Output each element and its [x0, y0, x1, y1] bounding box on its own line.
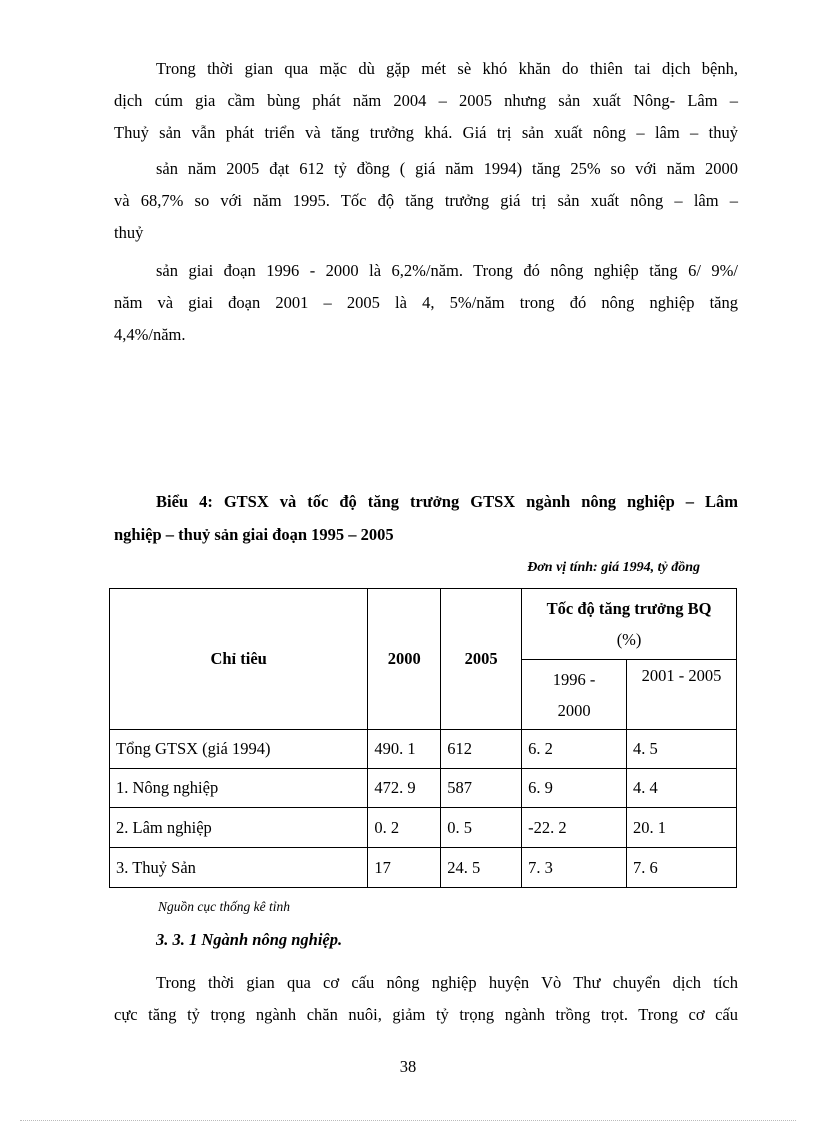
cell-value: 612: [441, 730, 522, 769]
cell-indicator: Tổng GTSX (giá 1994): [110, 730, 368, 769]
cell-value: 7. 3: [522, 848, 627, 888]
page-bottom-divider: [20, 1120, 796, 1121]
header-period-1996-2000: 1996 - 2000: [522, 660, 627, 730]
cell-value: 490. 1: [368, 730, 441, 769]
text-line: thuỷ: [114, 223, 144, 242]
cell-value: 20. 1: [627, 808, 737, 848]
text-line: Thuỷ sản vẫn phát triển và tăng trưởng khá. Giá trị sản xuất nông – lâm – thuỷ: [114, 123, 738, 142]
paragraph-1: [114, 53, 738, 149]
text-line: Trong thời gian qua cơ cấu nông nghiệp huyện Vò Thư chuyển dịch tích: [156, 973, 738, 992]
cell-value: 4. 5: [627, 730, 737, 769]
table-row: [110, 769, 737, 808]
page-number: 38: [399, 1057, 417, 1076]
text-line: Trong thời gian qua mặc dù gặp mét sè khó khăn do thiên tai dịch bệnh,: [156, 59, 738, 78]
cell-value: -22. 2: [522, 808, 627, 848]
cell-value: 472. 9: [368, 769, 441, 808]
header-growth-label: Tốc độ tăng trưởng BQ: [546, 599, 712, 618]
table-row: [110, 808, 737, 848]
caption-line: nghiệp – thuỷ sản giai đoạn 1995 – 2005: [114, 525, 394, 544]
section-heading: 3. 3. 1 Ngành nông nghiệp.: [156, 930, 343, 949]
cell-value: 6. 2: [522, 730, 627, 769]
cell-value: 7. 6: [627, 848, 737, 888]
text-line: sản giai đoạn 1996 - 2000 là 6,2%/năm. Trong đó nông nghiệp tăng 6/ 9%/: [156, 261, 738, 280]
header-growth: [522, 589, 737, 660]
text-line: và 68,7% so với năm 1995. Tốc độ tăng trưởng giá trị sản xuất nông – lâm –: [114, 191, 738, 210]
cell-value: 4. 4: [627, 769, 737, 808]
table-caption: [114, 485, 738, 551]
table-row: [110, 730, 737, 769]
statistics-table: [109, 588, 737, 888]
text-line: sản năm 2005 đạt 612 tỷ đồng ( giá năm 1994) tăng 25% so với năm 2000: [156, 159, 738, 178]
caption-line: Biểu 4: GTSX và tốc độ tăng trưởng GTSX ngành nông nghiệp – Lâm: [156, 492, 738, 511]
text-line: năm và giai đoạn 2001 – 2005 là 4, 5%/năm trong đó nông nghiệp tăng: [114, 293, 738, 312]
paragraph-2: [114, 153, 738, 249]
header-growth-unit: (%): [616, 630, 642, 649]
text-line: cực tăng tỷ trọng ngành chăn nuôi, giảm tỷ trọng ngành trồng trọt. Trong cơ cấu: [114, 1005, 738, 1024]
cell-indicator: 2. Lâm nghiệp: [110, 808, 368, 848]
header-indicator: Chỉ tiêu: [110, 589, 368, 730]
cell-value: 6. 9: [522, 769, 627, 808]
paragraph-3: [114, 255, 738, 351]
header-2000: 2000: [368, 589, 441, 730]
cell-indicator: 3. Thuỷ Sản: [110, 848, 368, 888]
source-note: Nguồn cục thống kê tỉnh: [158, 899, 290, 914]
cell-indicator: 1. Nông nghiệp: [110, 769, 368, 808]
cell-value: 0. 5: [441, 808, 522, 848]
cell-value: 0. 2: [368, 808, 441, 848]
header-period-2001-2005: 2001 - 2005: [627, 660, 737, 730]
text-line: dịch cúm gia cầm bùng phát năm 2004 – 2005 nhưng sản xuất Nông- Lâm –: [114, 91, 738, 110]
paragraph-4: [114, 967, 738, 1031]
header-2005: 2005: [441, 589, 522, 730]
text-line: 4,4%/năm.: [114, 325, 186, 344]
cell-value: 587: [441, 769, 522, 808]
table-row: [110, 848, 737, 888]
cell-value: 24. 5: [441, 848, 522, 888]
cell-value: 17: [368, 848, 441, 888]
unit-note: Đơn vị tính: giá 1994, tỷ đồng: [527, 560, 700, 575]
